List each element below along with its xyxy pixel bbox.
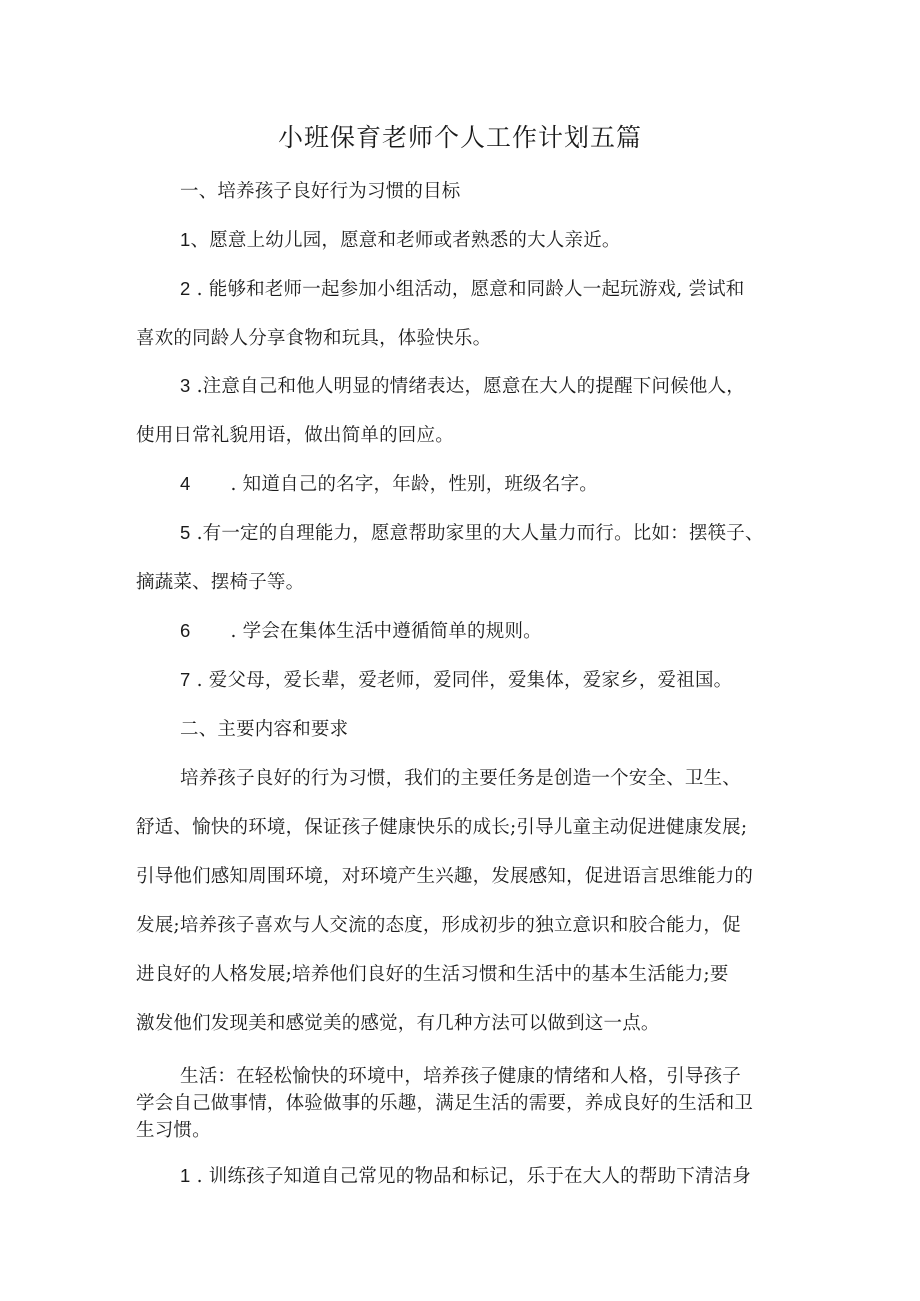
section-heading-2: 二、主要内容和要求 xyxy=(180,719,349,740)
paragraph-line: 生习惯。 xyxy=(136,1120,211,1141)
item-text: . 学会在集体生活中遵循简单的规则。 xyxy=(230,621,542,642)
item-number: 3 xyxy=(180,375,191,396)
item-text: . 能够和老师一起参加小组活动，愿意和同龄人一起玩游戏, 尝试和 xyxy=(190,279,745,300)
item-number: 5 xyxy=(180,522,191,543)
item-text-continued: 使用日常礼貌用语，做出简单的回应。 xyxy=(136,425,454,446)
list-item xyxy=(180,1162,751,1188)
item-text: . 爱父母，爱长辈，爱老师，爱同伴，爱集体，爱家乡，爱祖国。 xyxy=(190,670,733,691)
item-text-continued: 摘蔬菜、摆椅子等。 xyxy=(136,572,305,593)
list-item xyxy=(180,666,732,692)
item-number: 2 xyxy=(180,278,191,299)
item-number: 1 xyxy=(180,1165,191,1186)
item-text: .有一定的自理能力，愿意帮助家里的大人量力而行。比如：摆筷子、 xyxy=(190,523,764,544)
item-number: 7 xyxy=(180,669,191,690)
paragraph-line: 生活：在轻松愉快的环境中，培养孩子健康的情绪和人格，引导孩子 xyxy=(180,1066,742,1087)
paragraph-line: 引导他们感知周围环境，对环境产生兴趣，发展感知，促进语言思维能力的 xyxy=(136,866,754,887)
item-text: . 训练孩子知道自己常见的物品和标记，乐于在大人的帮助下清洁身 xyxy=(190,1166,752,1187)
list-item xyxy=(180,470,598,496)
list-item xyxy=(180,519,764,545)
paragraph-line: 舒适、愉快的环境，保证孩子健康快乐的成长;引导儿童主动促进健康发展; xyxy=(136,817,748,838)
item-text: . 知道自己的名字，年龄，性别，班级名字。 xyxy=(230,474,598,495)
list-item xyxy=(180,226,621,252)
item-number: 1 xyxy=(180,229,191,250)
paragraph-line: 学会自己做事情，体验做事的乐趣，满足生活的需要，养成良好的生活和卫 xyxy=(136,1093,754,1114)
list-item xyxy=(180,617,542,643)
list-item xyxy=(180,275,745,301)
list-item xyxy=(180,372,745,398)
paragraph-line: 发展;培养孩子喜欢与人交流的态度，形成初步的独立意识和胶合能力，促 xyxy=(136,915,741,936)
section-heading-1: 一、培养孩子良好行为习惯的目标 xyxy=(180,181,461,202)
item-text: 、愿意上幼儿园，愿意和老师或者熟悉的大人亲近。 xyxy=(190,230,621,251)
paragraph-line: 进良好的人格发展;培养他们良好的生活习惯和生活中的基本生活能力;要 xyxy=(136,964,729,985)
paragraph-line: 培养孩子良好的行为习惯，我们的主要任务是创造一个安全、卫生、 xyxy=(180,768,742,789)
item-text: .注意自己和他人明显的情绪表达，愿意在大人的提醒下问候他人， xyxy=(190,376,745,397)
item-text-continued: 喜欢的同龄人分享食物和玩具，体验快乐。 xyxy=(136,328,492,349)
item-number: 4 xyxy=(180,473,191,494)
document-title: 小班保育老师个人工作计划五篇 xyxy=(277,123,642,152)
item-number: 6 xyxy=(180,620,191,641)
paragraph-line: 激发他们发现美和感觉美的感觉，有几种方法可以做到这一点。 xyxy=(136,1013,660,1034)
